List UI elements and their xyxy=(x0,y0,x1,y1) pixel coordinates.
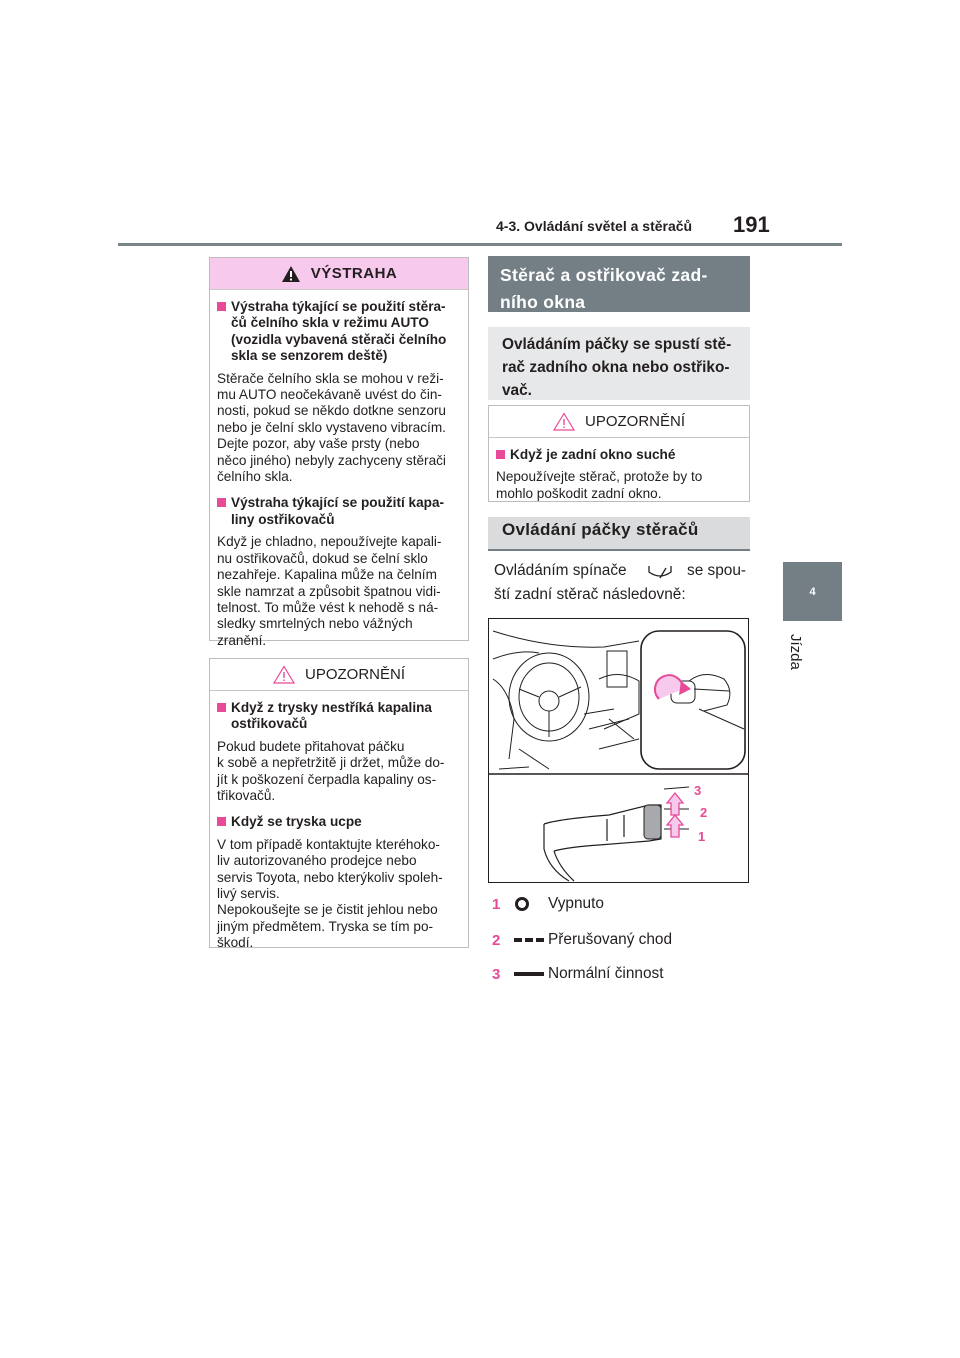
warning-box-title: VÝSTRAHA xyxy=(310,265,398,282)
subsection-title-bar: Ovládání páčky stěračů xyxy=(488,517,750,551)
body-text-line-2: ští zadní stěrač následovně: xyxy=(494,586,686,603)
caution-box-title: UPOZORNĚNÍ xyxy=(304,666,405,683)
caution-subheading-2: Když se tryska ucpe xyxy=(217,814,461,830)
pink-square-bullet-icon xyxy=(496,450,505,459)
off-circle-icon xyxy=(514,896,548,912)
pink-square-bullet-icon xyxy=(217,817,226,826)
caution-box-body xyxy=(210,691,468,952)
section-title-bar: Stěrač a ostřikovač zad- ního okna xyxy=(488,256,750,312)
list-item-normal xyxy=(492,964,663,984)
caution-box-left xyxy=(209,658,469,951)
chapter-tab xyxy=(783,562,842,621)
caution-box-right-body xyxy=(489,438,749,502)
figure-label-1: 1 xyxy=(698,829,706,844)
warning-box-header xyxy=(210,258,468,290)
warning-triangle-icon xyxy=(281,265,301,283)
caution-box-header xyxy=(210,659,468,691)
caution-paragraph-1: Pokud budete přitahovat páčku k sobě a nepřetržitě ji držet, může do- jít k poškození čerpadla kapaliny os- třikovačů. xyxy=(217,738,445,804)
item-number: 3 xyxy=(492,965,501,983)
header-divider xyxy=(118,243,842,246)
warning-box xyxy=(209,257,469,648)
body-text-part-b: se spou- xyxy=(687,562,747,579)
pink-square-bullet-icon xyxy=(217,302,226,311)
caution-triangle-icon xyxy=(553,412,575,431)
warning-subheading-2: Výstraha týkající se použití kapa- liny ostřikovačů xyxy=(217,495,461,528)
warning-paragraph-1: Stěrače čelního skla se mohou v reži- mu AUTO neočekávaně uvést do čin- nosti, pokud se někdo dotkne senzoru nebo je čelní sklo vystaveno vibracím. Dejte pozor, aby vaše prsty (nebo něco jiného) nebyly zachyceny stěrači čelního skla. xyxy=(217,370,446,485)
caution-paragraph-2: V tom případě kontaktujte kteréhoko- liv autorizovaného prodejce nebo servis Toyota, nebo kterýkoliv spoleh- livý servis. Nepokoušejte se je čistit jehlou nebo jiným předmětem. Tryska se tím po- škodí. xyxy=(217,836,443,951)
caution-triangle-icon xyxy=(273,665,295,684)
figure-label-3: 3 xyxy=(694,783,702,798)
caution-right-paragraph: Nepoužívejte stěrač, protože by to mohlo poškodit zadní okno. xyxy=(496,469,703,501)
intro-box: Ovládáním páčky se spustí stě- rač zadního okna nebo ostřiko- vač. xyxy=(488,327,750,400)
warning-subheading-1: Výstraha týkající se použití stěra- čů čelního skla v režimu AUTO (vozidla vybavená stěrači čelního skla se senzorem deště) xyxy=(217,299,461,365)
page-number: 191 xyxy=(733,212,770,237)
item-label: Vypnuto xyxy=(548,895,604,912)
item-number: 1 xyxy=(492,895,501,913)
chapter-label: Jízda xyxy=(787,634,804,670)
caution-box-right-header xyxy=(489,406,749,438)
item-label: Přerušovaný chod xyxy=(548,931,673,948)
pink-square-bullet-icon xyxy=(217,703,226,712)
caution-box-right xyxy=(488,405,750,502)
list-item-off xyxy=(492,894,604,914)
warning-paragraph-2: Když je chladno, nepoužívejte kapali- nu ostřikovačů, dokud se čelní sklo nezahřeje. Kapalina může na čelním skle namrzat a způsobit špatnou vidi- telnost. To může vést k nehodě s ná- sledky smrtelných nebo vážných zranění. xyxy=(217,534,442,648)
wiper-lever-figure xyxy=(488,618,749,883)
body-text-part-a: Ovládáním spínače xyxy=(494,562,627,579)
list-item-intermittent xyxy=(492,930,672,950)
wiper-lever-illustration xyxy=(489,619,748,882)
solid-line-icon xyxy=(514,966,548,982)
pink-square-bullet-icon xyxy=(217,498,226,507)
section-header: 4-3. Ovládání světel a stěračů xyxy=(496,218,693,234)
chapter-number: 4 xyxy=(809,586,816,598)
caution-box-right-title: UPOZORNĚNÍ xyxy=(584,413,685,430)
item-label: Normální činnost xyxy=(548,965,664,982)
warning-box-body xyxy=(210,290,468,649)
item-number: 2 xyxy=(492,931,501,949)
caution-right-subheading: Když je zadní okno suché xyxy=(496,447,742,463)
figure-label-2: 2 xyxy=(700,805,708,820)
caution-subheading-1: Když z trysky nestříká kapalina ostřikovačů xyxy=(217,700,461,733)
dashed-line-icon xyxy=(514,932,548,948)
rear-wiper-switch-icon xyxy=(647,564,673,582)
